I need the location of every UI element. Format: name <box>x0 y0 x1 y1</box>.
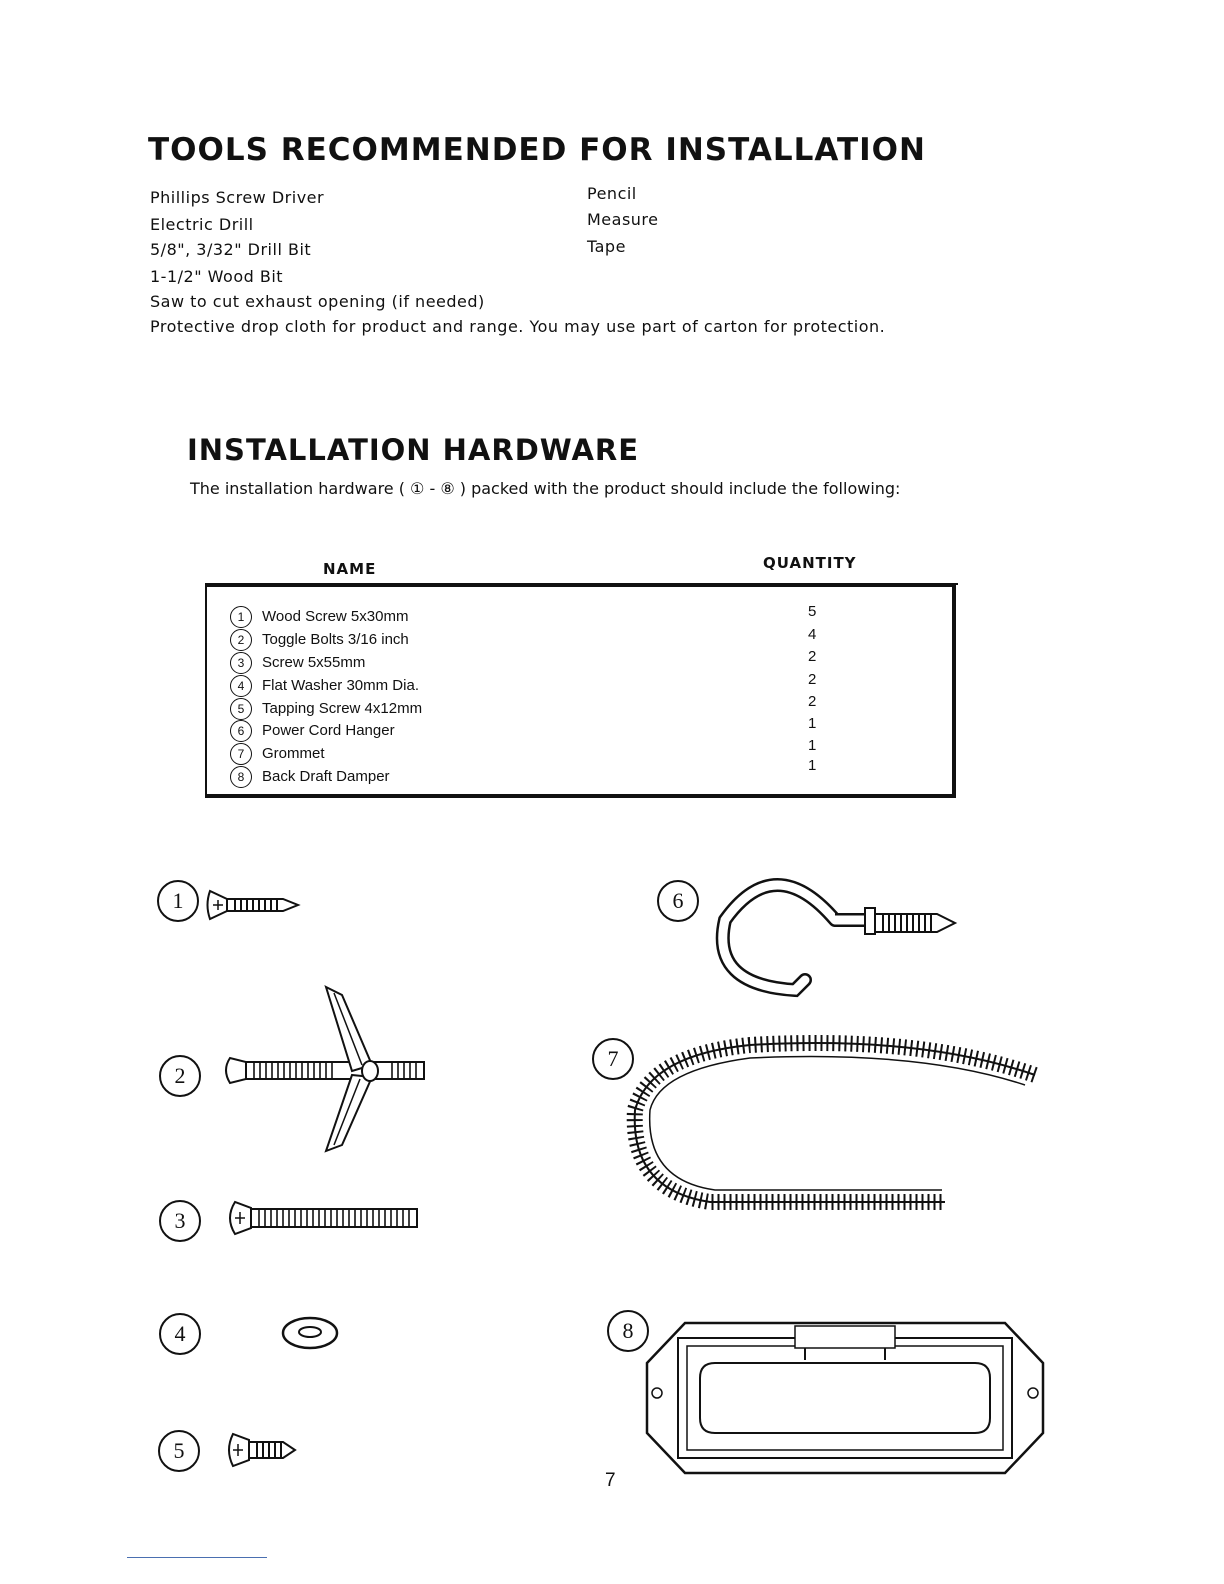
item-quantity: 1 <box>808 715 817 732</box>
tool-item-drill-bit: 5/8", 3/32" Drill Bit <box>150 240 312 259</box>
table-row <box>230 743 325 765</box>
hardware-intro: The installation hardware ( ① - ⑧ ) packed with the product should include the following: <box>190 479 901 498</box>
row-number: 5 <box>230 698 252 720</box>
back-draft-damper-illustration <box>645 1318 1045 1478</box>
figure-label-7: 7 <box>592 1038 634 1080</box>
hardware-title: INSTALLATION HARDWARE <box>187 433 640 467</box>
tool-item-tape: Tape <box>587 237 626 256</box>
row-number: 4 <box>230 675 252 697</box>
table-row <box>230 606 408 628</box>
tapping-screw-illustration <box>225 1430 300 1470</box>
item-name: Toggle Bolts 3/16 inch <box>262 631 409 648</box>
footer-rule <box>127 1557 267 1558</box>
column-header-quantity: QUANTITY <box>763 554 857 572</box>
item-name: Grommet <box>262 745 325 762</box>
item-name: Screw 5x55mm <box>262 654 366 671</box>
item-quantity: 2 <box>808 648 817 665</box>
row-number: 1 <box>230 606 252 628</box>
toggle-bolt-illustration <box>222 985 432 1155</box>
figure-label-5: 5 <box>158 1430 200 1472</box>
item-quantity: 1 <box>808 757 817 774</box>
flat-washer-illustration <box>280 1313 340 1353</box>
column-header-name: NAME <box>323 560 377 578</box>
figure-label-3: 3 <box>159 1200 201 1242</box>
item-quantity: 4 <box>808 626 817 643</box>
tool-item-measure: Measure <box>587 210 659 229</box>
item-quantity: 2 <box>808 671 817 688</box>
table-row <box>230 629 409 651</box>
tool-item-wood-bit: 1-1/2" Wood Bit <box>150 267 284 286</box>
table-row <box>230 698 422 720</box>
item-name: Tapping Screw 4x12mm <box>262 700 423 717</box>
row-number: 3 <box>230 652 252 674</box>
item-quantity: 1 <box>808 737 817 754</box>
item-quantity: 2 <box>808 693 817 710</box>
row-number: 6 <box>230 720 252 742</box>
wood-screw-illustration <box>205 885 305 925</box>
figure-label-6: 6 <box>657 880 699 922</box>
power-cord-hanger-illustration <box>715 860 965 1000</box>
item-name: Flat Washer 30mm Dia. <box>262 677 419 694</box>
page-number: 7 <box>605 1470 616 1491</box>
item-name: Power Cord Hanger <box>262 722 395 739</box>
row-number: 8 <box>230 766 252 788</box>
grommet-illustration <box>620 1030 1040 1220</box>
machine-screw-illustration <box>225 1198 425 1238</box>
figure-label-4: 4 <box>159 1313 201 1355</box>
figure-label-1: 1 <box>157 880 199 922</box>
tools-title: TOOLS RECOMMENDED FOR INSTALLATION <box>148 132 926 168</box>
item-quantity: 5 <box>808 603 817 620</box>
tool-item-saw: Saw to cut exhaust opening (if needed) <box>150 292 485 311</box>
tool-item-drop-cloth: Protective drop cloth for product and range. You may use part of carton for protection. <box>150 317 886 336</box>
item-name: Back Draft Damper <box>262 768 390 785</box>
row-number: 2 <box>230 629 252 651</box>
table-row <box>230 720 395 742</box>
figure-label-8: 8 <box>607 1310 649 1352</box>
table-row <box>230 675 419 697</box>
item-name: Wood Screw 5x30mm <box>262 608 409 625</box>
tool-item-drill: Electric Drill <box>150 215 254 234</box>
table-row <box>230 652 365 674</box>
tool-item-pencil: Pencil <box>587 184 637 203</box>
tool-item-phillips: Phillips Screw Driver <box>150 188 325 207</box>
figure-label-2: 2 <box>159 1055 201 1097</box>
row-number: 7 <box>230 743 252 765</box>
table-row <box>230 766 390 788</box>
